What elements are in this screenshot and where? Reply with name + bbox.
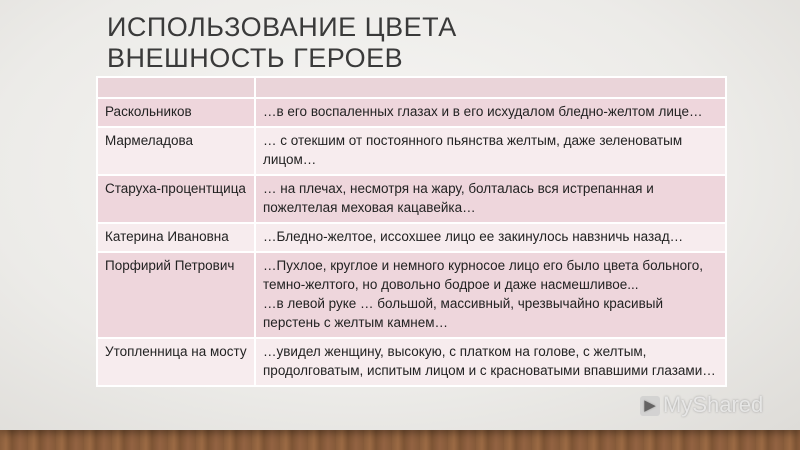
quote-text: …увидел женщину, высокую, с платком на голове, с желтым, продолговатым, испитым лицом и с красноватыми впавшими глазами… xyxy=(263,344,716,378)
quote-cell xyxy=(255,127,726,175)
title-line-1: ИСПОЛЬЗОВАНИЕ ЦВЕТА xyxy=(107,12,457,42)
character-name: Старуха-процентщица xyxy=(97,175,255,223)
header-cell xyxy=(97,77,255,98)
character-name: Порфирий Петрович xyxy=(97,252,255,338)
play-icon: ▶ xyxy=(640,396,660,416)
quote-cell xyxy=(255,98,726,127)
table-row xyxy=(97,223,726,252)
watermark xyxy=(640,392,763,418)
slide-title xyxy=(107,12,457,74)
quote-cell xyxy=(255,223,726,252)
title-line-2: ВНЕШНОСТЬ ГЕРОЕВ xyxy=(107,43,404,73)
quote-text: …в левой руке … большой, массивный, чрезвычайно красивый перстень с желтым камнем… xyxy=(263,296,663,330)
quote-cell xyxy=(255,252,726,338)
table-row xyxy=(97,175,726,223)
character-name: Катерина Ивановна xyxy=(97,223,255,252)
quote-text: …Пухлое, круглое и немного курносое лицо его было цвета больного, темно-желтого, но довольно бодрое и даже насмешливое... xyxy=(263,258,704,292)
character-name: Раскольников xyxy=(97,98,255,127)
quote-text: …Бледно-желтое, иссохшее лицо ее закинулось навзничь назад… xyxy=(263,229,684,244)
table-row xyxy=(97,252,726,338)
table-header-row xyxy=(97,77,726,98)
quote-cell xyxy=(255,338,726,386)
header-cell xyxy=(255,77,726,98)
character-name: Мармеладова xyxy=(97,127,255,175)
quote-text: … на плечах, несмотря на жару, болталась вся истрепанная и пожелтелая меховая кацавейка… xyxy=(263,181,654,215)
quote-cell xyxy=(255,175,726,223)
watermark-text: MyShared xyxy=(663,392,764,417)
quote-text: …в его воспаленных глазах и в его исхудалом бледно-желтом лице… xyxy=(263,104,703,119)
appearance-table xyxy=(96,76,727,387)
quote-text: … с отекшим от постоянного пьянства желтым, даже зеленоватым лицом… xyxy=(263,133,683,167)
character-name: Утопленница на мосту xyxy=(97,338,255,386)
table-row xyxy=(97,98,726,127)
table-row xyxy=(97,338,726,386)
table-row xyxy=(97,127,726,175)
